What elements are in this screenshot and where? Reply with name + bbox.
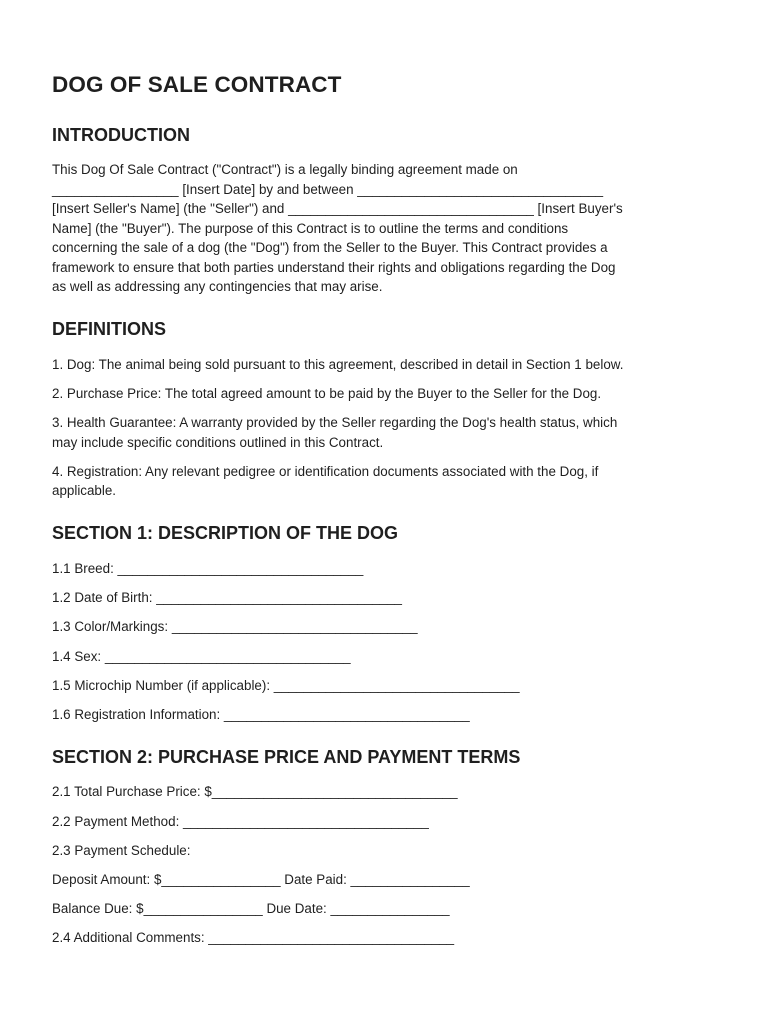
payment-schedule-label: 2.3 Payment Schedule: <box>52 842 191 858</box>
definition-item-continued: applicable. <box>52 483 117 498</box>
definition-item: 1. Dog: The animal being sold pursuant to this agreement, described in detail in Section 1 below. <box>52 357 624 372</box>
section1-heading: SECTION 1: DESCRIPTION OF THE DOG <box>52 523 399 543</box>
sex-field: 1.4 Sex: _________________________________ <box>52 648 351 664</box>
introduction-line: [Insert Seller's Name] (the "Seller") and _________________________________ [Insert Buyer's <box>52 201 623 216</box>
definition-item: 2. Purchase Price: The total agreed amount to be paid by the Buyer to the Seller for the Dog. <box>52 386 602 401</box>
section2-heading: SECTION 2: PURCHASE PRICE AND PAYMENT TERMS <box>52 747 521 767</box>
color-markings-field: 1.3 Color/Markings: _________________________________ <box>52 619 418 634</box>
introduction-line: Name] (the "Buyer"). The purpose of this Contract is to outline the terms and conditions <box>52 220 569 236</box>
microchip-number-field: 1.5 Microchip Number (if applicable): _________________________________ <box>52 677 520 693</box>
introduction-line: _________________ [Insert Date] by and between _________________________________ <box>52 181 604 197</box>
definition-item: 3. Health Guarantee: A warranty provided by the Seller regarding the Dog's health status, which <box>52 415 618 430</box>
document-title: DOG OF SALE CONTRACT <box>52 72 342 97</box>
definition-item-continued: may include specific conditions outlined in this Contract. <box>52 434 384 450</box>
introduction-line: as well as addressing any contingencies that may arise. <box>52 279 383 294</box>
breed-field: 1.1 Breed: _________________________________ <box>52 561 364 576</box>
definition-item: 4. Registration: Any relevant pedigree or identification documents associated with the Dog, if <box>52 463 599 479</box>
additional-comments-field: 2.4 Additional Comments: _________________________________ <box>52 930 455 945</box>
introduction-heading: INTRODUCTION <box>52 125 190 145</box>
payment-method-field: 2.2 Payment Method: _________________________________ <box>52 813 429 829</box>
introduction-line: concerning the sale of a dog (the "Dog") from the Seller to the Buyer. This Contract provides a <box>52 240 608 255</box>
registration-information-field: 1.6 Registration Information: _________________________________ <box>52 706 470 722</box>
total-purchase-price-field: 2.1 Total Purchase Price: $_________________________________ <box>52 784 458 799</box>
deposit-amount-field: Deposit Amount: $________________ Date Paid: ________________ <box>52 871 470 887</box>
date-of-birth-field: 1.2 Date of Birth: _________________________________ <box>52 590 402 605</box>
introduction-line: This Dog Of Sale Contract ("Contract") is a legally binding agreement made on <box>52 162 518 177</box>
introduction-line: framework to ensure that both parties understand their rights and obligations regarding the Dog <box>52 259 616 275</box>
definitions-heading: DEFINITIONS <box>52 319 167 339</box>
balance-due-field: Balance Due: $________________ Due Date: ________________ <box>52 901 450 916</box>
